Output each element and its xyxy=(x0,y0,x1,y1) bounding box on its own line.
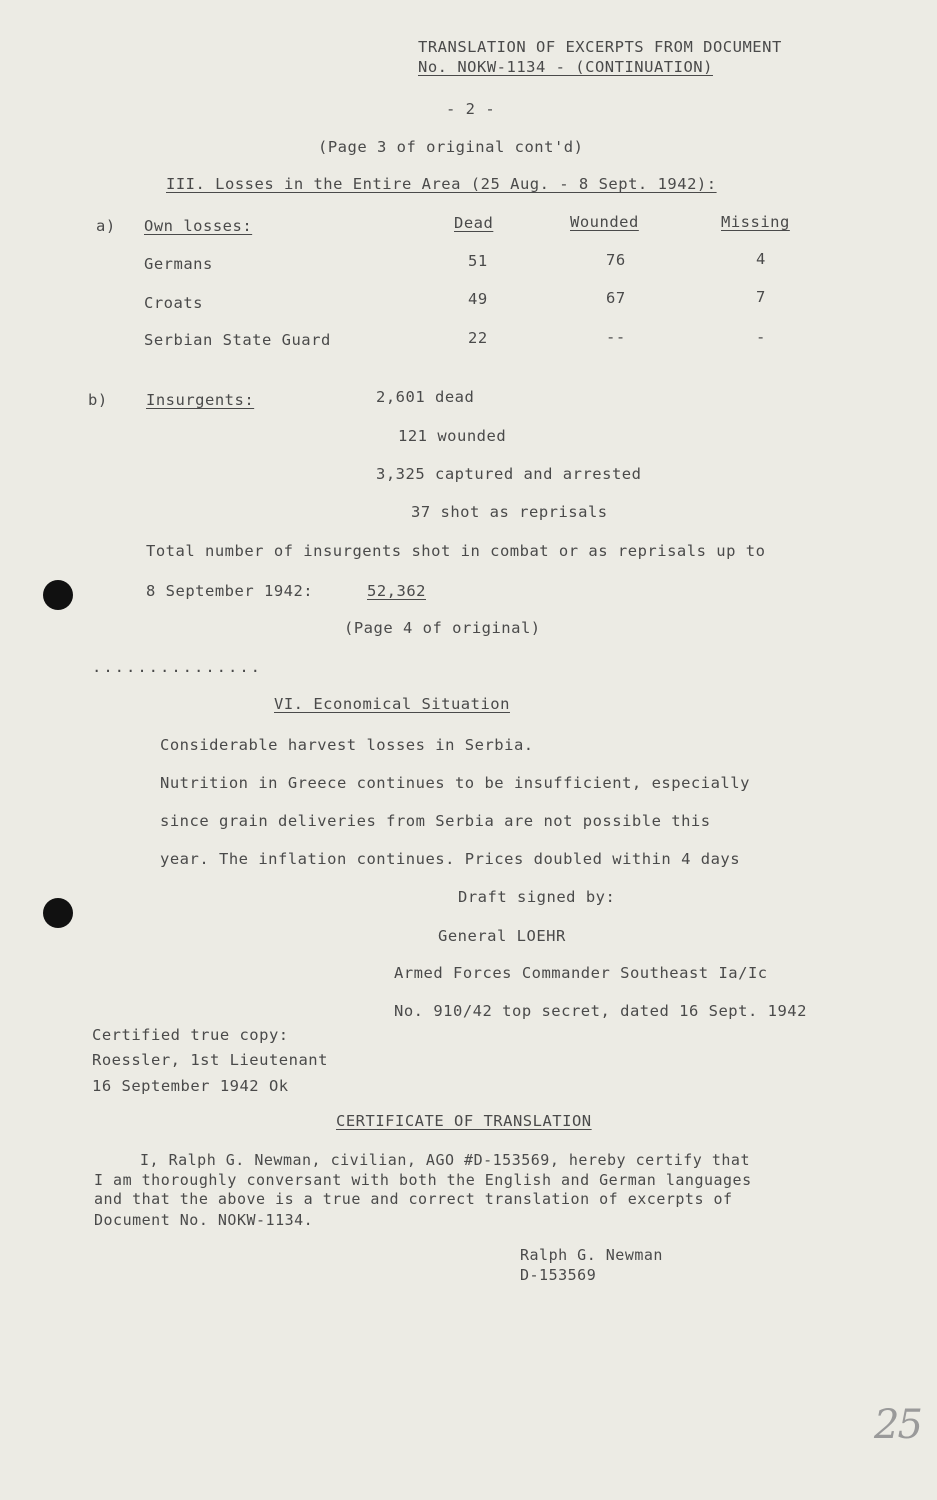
own-losses-marker: a) xyxy=(96,217,116,235)
page-4-note: (Page 4 of original) xyxy=(344,619,541,637)
insurgents-line: 121 wounded xyxy=(398,427,507,445)
row-wounded: 67 xyxy=(606,289,626,307)
page-number: - 2 - xyxy=(446,100,496,118)
certificate-line: and that the above is a true and correct translation of excerpts of xyxy=(94,1190,733,1208)
certificate-line: I, Ralph G. Newman, civilian, AGO #D-153569, hereby certify that xyxy=(140,1151,750,1169)
column-header-dead: Dead xyxy=(454,214,494,232)
own-losses-label: Own losses: xyxy=(144,217,253,235)
section-vi-title: VI. Economical Situation xyxy=(274,695,510,713)
header-line-1: TRANSLATION OF EXCERPTS FROM DOCUMENT xyxy=(418,38,782,56)
row-dead: 49 xyxy=(468,290,488,308)
translator-id: D-153569 xyxy=(520,1266,597,1284)
row-missing: 4 xyxy=(756,250,766,268)
section-vi-line: Considerable harvest losses in Serbia. xyxy=(160,736,534,754)
certified-copy-line: Certified true copy: xyxy=(92,1026,289,1044)
total-value: 52,362 xyxy=(367,582,426,600)
insurgents-marker: b) xyxy=(88,391,108,409)
column-header-wounded: Wounded xyxy=(570,213,639,231)
insurgents-line: 37 shot as reprisals xyxy=(411,503,608,521)
row-dead: 51 xyxy=(468,252,488,270)
draft-signed-by: Draft signed by: xyxy=(458,888,616,906)
signer-office: Armed Forces Commander Southeast Ia/Ic xyxy=(394,964,768,982)
certificate-line: Document No. NOKW-1134. xyxy=(94,1211,314,1229)
insurgents-label: Insurgents: xyxy=(146,391,255,409)
row-wounded: 76 xyxy=(606,251,626,269)
total-line-1: Total number of insurgents shot in combat or as reprisals up to xyxy=(146,542,766,560)
signer-name: General LOEHR xyxy=(438,927,566,945)
handwritten-page-mark: 25 xyxy=(874,1402,921,1448)
certificate-line: I am thoroughly conversant with both the English and German languages xyxy=(94,1171,752,1189)
insurgents-line: 2,601 dead xyxy=(376,388,475,406)
punch-hole-bottom xyxy=(43,898,73,928)
certificate-title: CERTIFICATE OF TRANSLATION xyxy=(336,1112,592,1130)
total-line-2-prefix: 8 September 1942: xyxy=(146,582,314,600)
section-vi-line: since grain deliveries from Serbia are not possible this xyxy=(160,812,711,830)
insurgents-line: 3,325 captured and arrested xyxy=(376,465,642,483)
document-reference: No. 910/42 top secret, dated 16 Sept. 1942 xyxy=(394,1002,807,1020)
row-dead: 22 xyxy=(468,329,488,347)
page-3-note: (Page 3 of original cont'd) xyxy=(318,138,584,156)
header-line-2: No. NOKW-1134 - (CONTINUATION) xyxy=(418,58,713,76)
row-name: Germans xyxy=(144,255,213,273)
section-iii-title: III. Losses in the Entire Area (25 Aug. - 8 Sept. 1942): xyxy=(166,175,717,193)
certified-copy-line: Roessler, 1st Lieutenant xyxy=(92,1051,328,1069)
translator-name: Ralph G. Newman xyxy=(520,1246,663,1264)
punch-hole-top xyxy=(43,580,73,610)
row-name: Croats xyxy=(144,294,203,312)
row-name: Serbian State Guard xyxy=(144,331,331,349)
column-header-missing: Missing xyxy=(721,213,790,231)
certified-copy-line: 16 September 1942 Ok xyxy=(92,1077,289,1095)
row-missing: 7 xyxy=(756,288,766,306)
section-separator: ............... xyxy=(92,658,262,676)
section-vi-line: Nutrition in Greece continues to be insufficient, especially xyxy=(160,774,750,792)
row-missing: - xyxy=(756,328,766,346)
row-wounded: -- xyxy=(606,328,626,346)
section-vi-line: year. The inflation continues. Prices doubled within 4 days xyxy=(160,850,741,868)
